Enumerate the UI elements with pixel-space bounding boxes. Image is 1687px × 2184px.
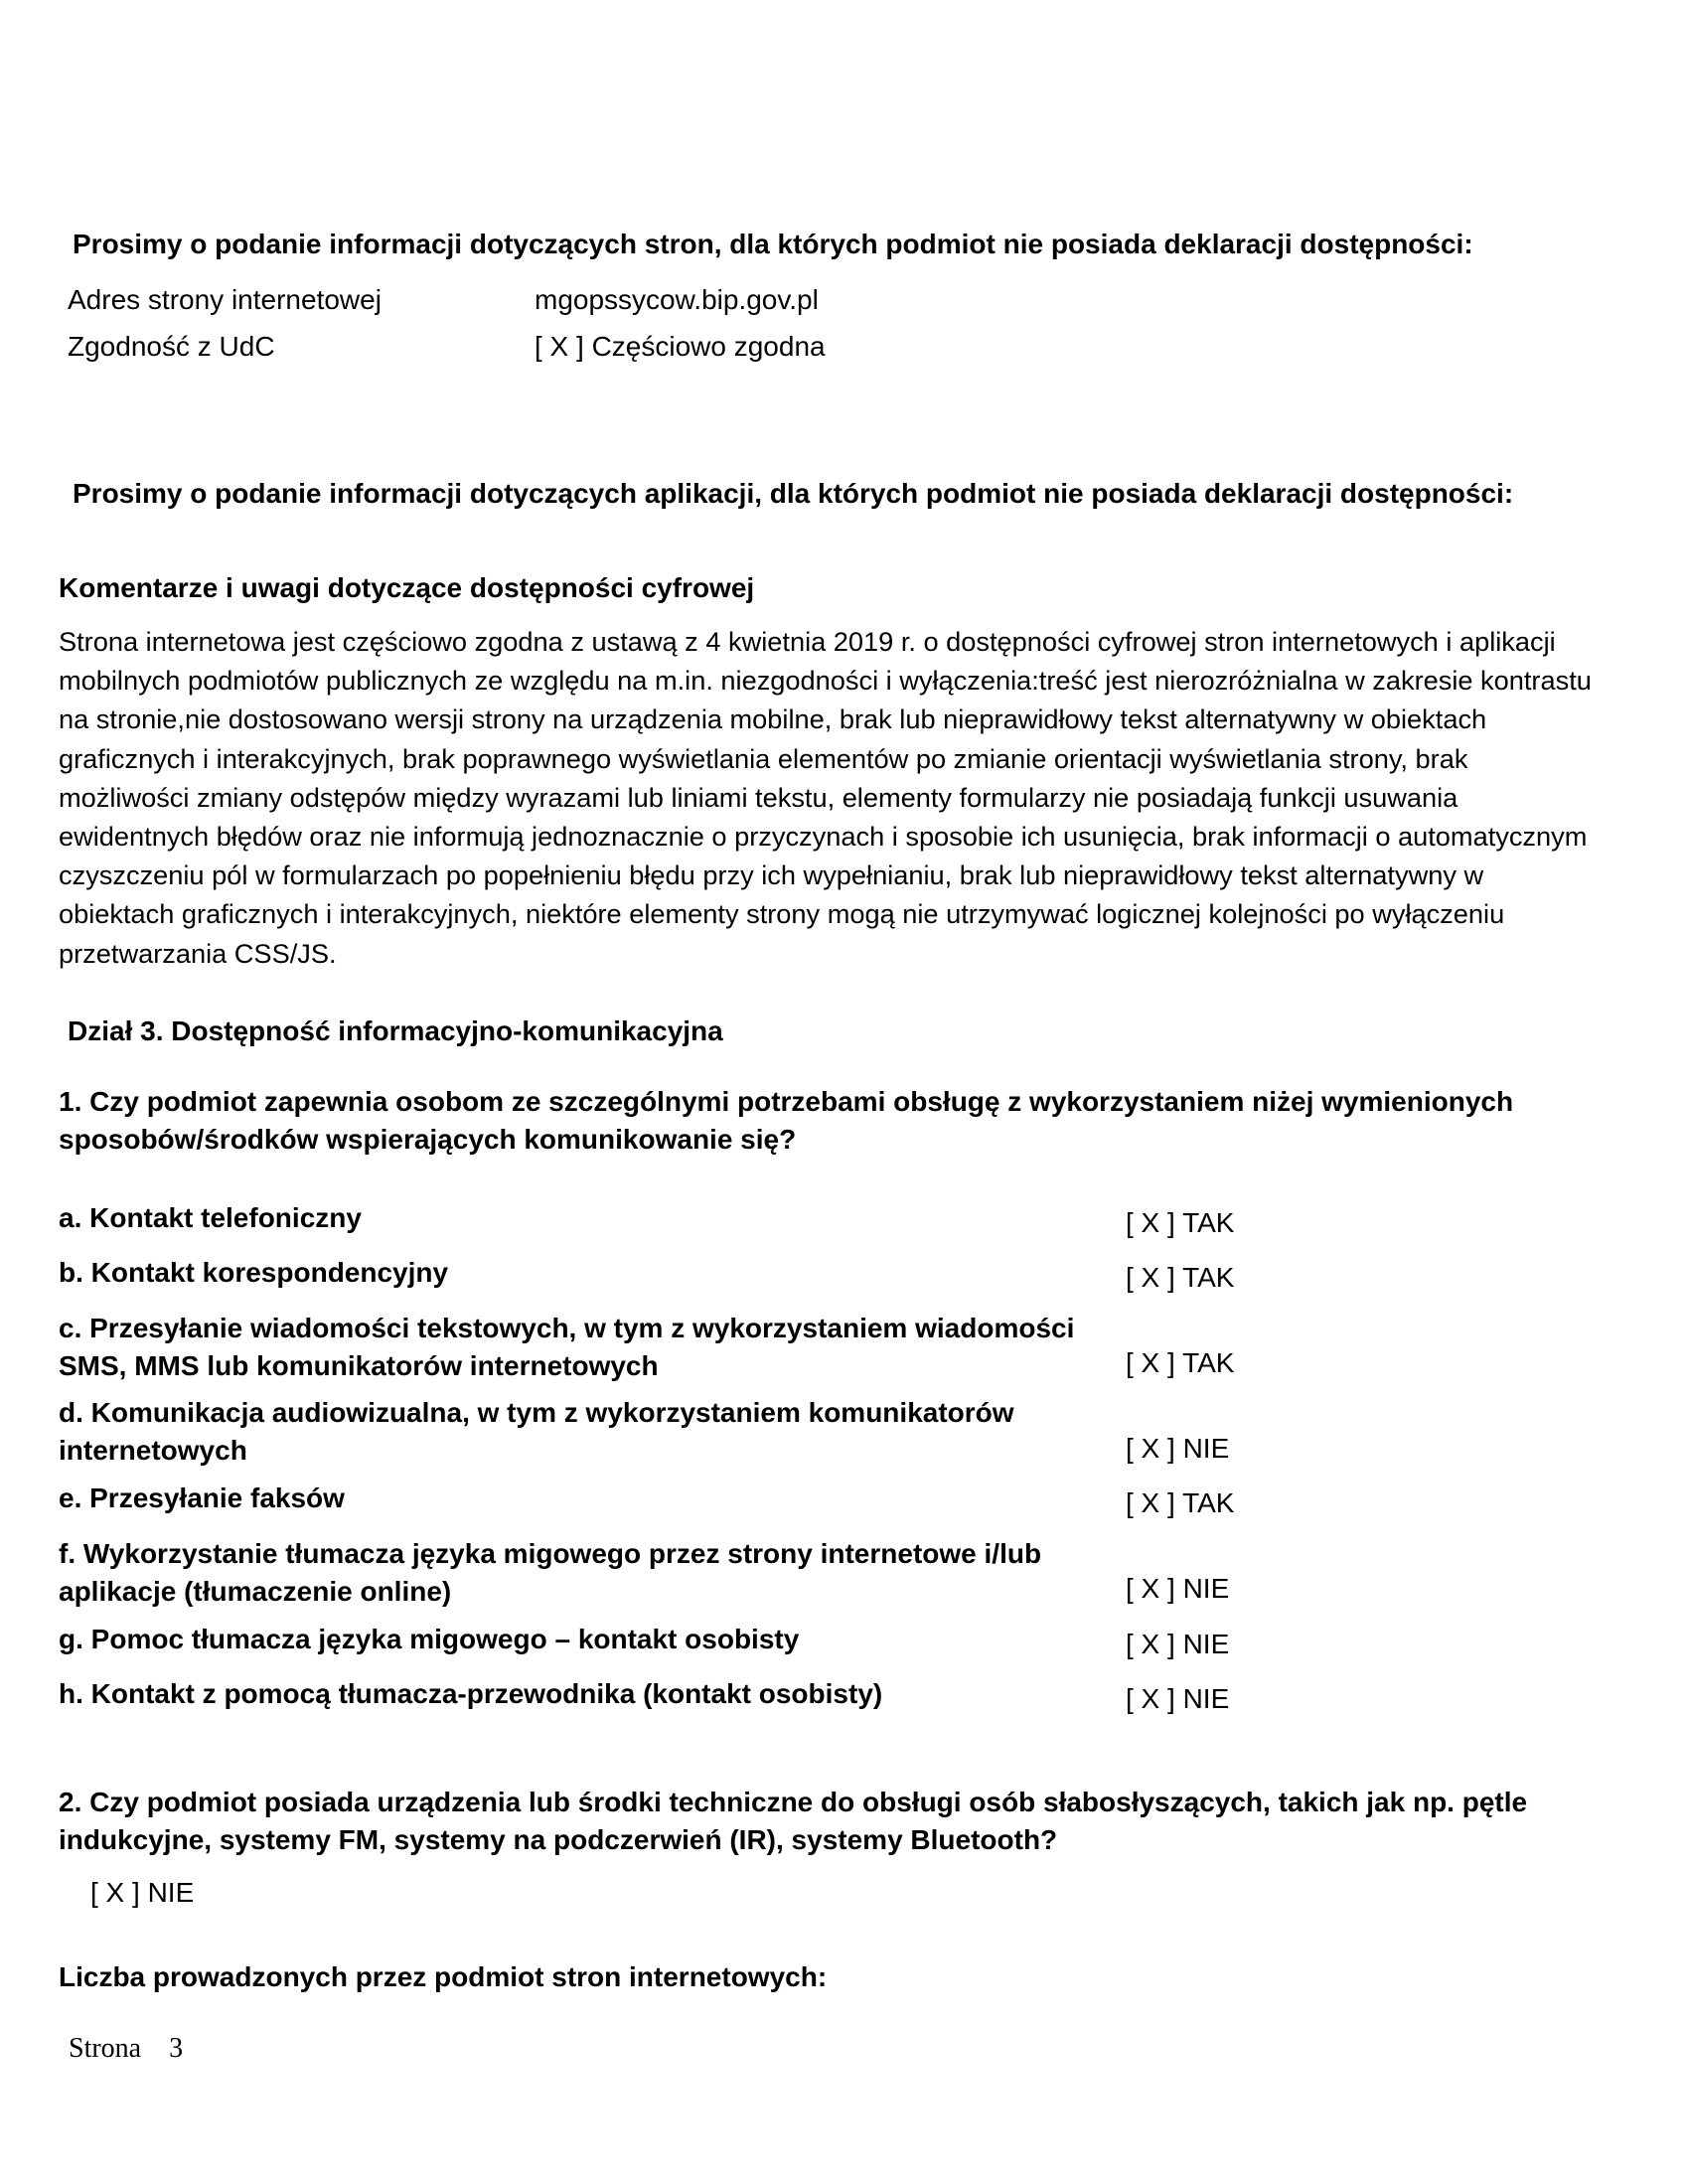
q1-item-g (59, 1621, 799, 1658)
q1-item-f-label: f. Wykorzystanie tłumacza języka migowego przez strony internetowe i/lub (59, 1538, 1042, 1569)
compliance-value: [ X ] Częściowo zgodna (535, 331, 826, 362)
comments-line: mobilnych podmiotów publicznych ze względu na m.in. niezgodności i wyłączenia:treść jest nierozróżnialna w zakresie kontrastu (59, 665, 1592, 697)
comments-line: Strona internetowa jest częściowo zgodna z ustawą z 4 kwietnia 2019 r. o dostępności cyfrowej stron internetowych i aplikacji (59, 626, 1556, 657)
q1-item-h-answer: [ X ] NIE (1126, 1683, 1230, 1714)
question-1-line: 1. Czy podmiot zapewnia osobom ze szczególnymi potrzebami obsługę z wykorzystaniem niżej wymienionych (59, 1086, 1514, 1117)
comments-line: ewidentnych błędów oraz nie informują jednoznacznie o przyczynach i sposobie ich usunięcia, brak informacji o automatycznym (59, 821, 1588, 853)
q1-item-d (59, 1394, 1014, 1470)
q1-item-c-label: c. Przesyłanie wiadomości tekstowych, w tym z wykorzystaniem wiadomości (59, 1313, 1075, 1343)
q1-item-f (59, 1535, 1041, 1611)
question-2-answer: [ X ] NIE (90, 1877, 195, 1908)
question-2-line: indukcyjne, systemy FM, systemy na podczerwień (IR), systemy Bluetooth? (59, 1824, 1058, 1855)
q1-item-h (59, 1675, 882, 1713)
q1-item-h-label: h. Kontakt z pomocą tłumacza-przewodnika (kontakt osobisty) (59, 1678, 883, 1709)
footer-label: Strona (69, 2033, 142, 2064)
q1-item-g-label: g. Pomoc tłumacza języka migowego – kontakt osobisty (59, 1624, 800, 1654)
section-pages-heading: Prosimy o podanie informacji dotyczących stron, dla których podmiot nie posiada deklaracji dostępności: (73, 229, 1473, 259)
comments-line: graficznych i interakcyjnych, brak poprawnego wyświetlania elementów po zmianie orientacji wyświetlania strony, brak (59, 742, 1468, 774)
comments-line: przetwarzania CSS/JS. (59, 937, 337, 969)
question-1-line: sposobów/środków wspierających komunikowanie się? (59, 1124, 797, 1155)
page-footer (69, 2031, 183, 2067)
q1-item-f-label: aplikacje (tłumaczenie online) (59, 1576, 452, 1607)
q1-item-c (59, 1310, 1074, 1385)
dzial3-heading: Dział 3. Dostępność informacyjno-komunikacyjna (68, 1015, 723, 1046)
footer-page-number: 3 (169, 2033, 184, 2064)
q1-item-a (59, 1199, 362, 1237)
q1-item-c-answer: [ X ] TAK (1126, 1347, 1235, 1378)
q1-item-f-answer: [ X ] NIE (1126, 1573, 1230, 1604)
q1-item-e (59, 1480, 345, 1517)
q1-item-a-answer: [ X ] TAK (1126, 1207, 1235, 1238)
comments-paragraph (59, 622, 1638, 973)
q1-item-a-label: a. Kontakt telefoniczny (59, 1202, 362, 1233)
q1-item-b-label: b. Kontakt korespondencyjny (59, 1257, 449, 1288)
website-address-label: Adres strony internetowej (68, 284, 382, 315)
comments-line: obiektach graficznych i interakcyjnych, niektóre elementy strony mogą nie utrzymywać logicznej kolejności po wyłączeniu (59, 898, 1505, 930)
websites-count-label: Liczba prowadzonych przez podmiot stron internetowych: (59, 1961, 828, 1992)
comments-line: czyszczeniu pól w formularzach po popełnieniu błędu przy ich wypełnianiu, brak lub nieprawidłowy tekst alternatywny w (59, 859, 1484, 891)
question-2-line: 2. Czy podmiot posiada urządzenia lub środki techniczne do obsługi osób słabosłyszących, takich jak np. pętle (59, 1787, 1528, 1817)
question-2 (59, 1784, 1527, 1859)
section-apps-heading: Prosimy o podanie informacji dotyczących aplikacji, dla których podmiot nie posiada deklaracji dostępności: (73, 478, 1514, 509)
q1-item-b-answer: [ X ] TAK (1126, 1262, 1235, 1293)
q1-item-d-label: internetowych (59, 1435, 247, 1466)
website-address-value: mgopssycow.bip.gov.pl (535, 284, 819, 315)
comments-line: na stronie,nie dostosowano wersji strony na urządzenia mobilne, brak lub nieprawidłowy tekst alternatywny w obiektach (59, 703, 1487, 735)
comments-heading: Komentarze i uwagi dotyczące dostępności cyfrowej (59, 572, 755, 603)
q1-item-g-answer: [ X ] NIE (1126, 1629, 1230, 1659)
q1-item-d-answer: [ X ] NIE (1126, 1433, 1230, 1464)
compliance-label: Zgodność z UdC (68, 331, 275, 362)
q1-item-e-label: e. Przesyłanie faksów (59, 1482, 345, 1513)
q1-item-c-label: SMS, MMS lub komunikatorów internetowych (59, 1350, 659, 1381)
q1-item-d-label: d. Komunikacja audiowizualna, w tym z wykorzystaniem komunikatorów (59, 1397, 1014, 1428)
q1-item-b (59, 1254, 448, 1292)
q1-item-e-answer: [ X ] TAK (1126, 1487, 1235, 1518)
comments-line: możliwości zmiany odstępów między wyrazami lub liniami tekstu, elementy formularzy nie posiadają funkcji usuwania (59, 781, 1458, 813)
question-1 (59, 1083, 1513, 1159)
